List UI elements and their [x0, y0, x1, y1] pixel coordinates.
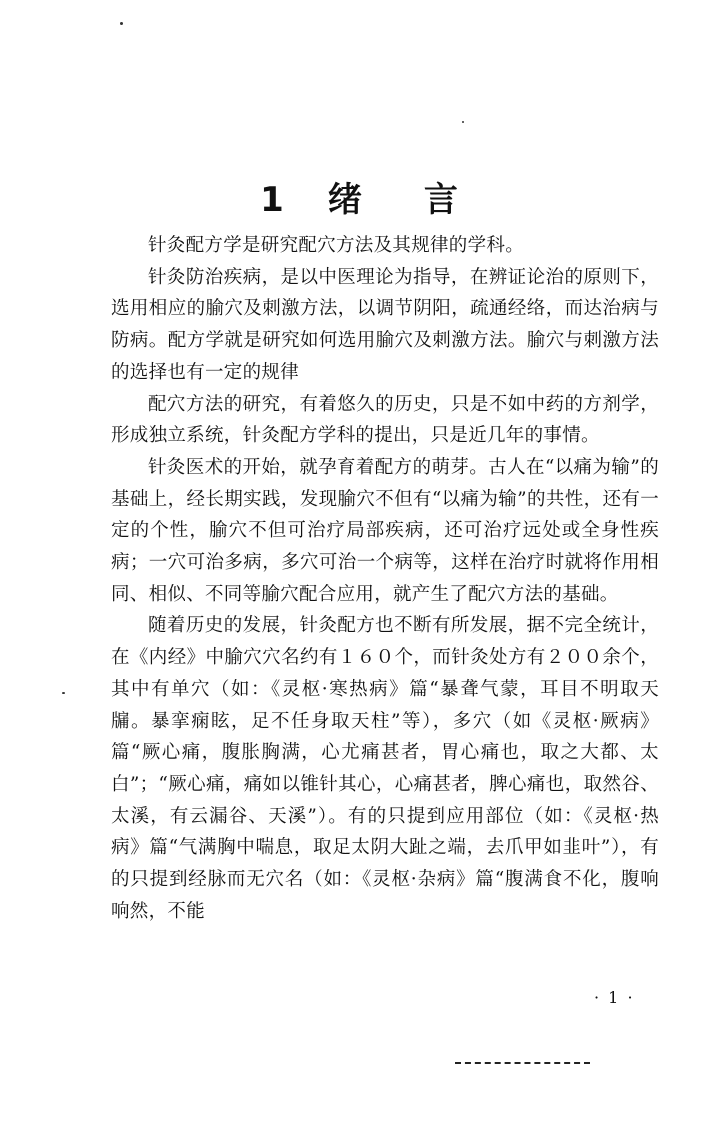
scan-speck: [120, 22, 123, 25]
paragraph: 配穴方法的研究，有着悠久的历史，只是不如中药的方剂学，形成独立系统，针灸配方学科的提出，只是近几年的事情。: [111, 393, 659, 447]
chapter-title-char-2: 言: [423, 180, 458, 220]
page-number: · 1 ·: [594, 988, 635, 1007]
chapter-title-char-1: 绪: [327, 180, 362, 220]
paragraph: 针灸配方学是研究配穴方法及其规律的学科。: [148, 235, 525, 256]
chapter-number: 1: [260, 180, 284, 220]
scan-speck: [462, 121, 464, 123]
body-text: [111, 230, 659, 927]
scan-speck: [62, 692, 65, 694]
paragraph: 针灸防治疾病，是以中医理论为指导，在辨证论治的原则下，选用相应的腧穴及刺激方法，以调节阴阳，疏通经络，而达治病与防病。配方学就是研究如何选用腧穴及刺激方法。腧穴与刺激方法的选择也有一定的规律: [111, 266, 659, 383]
footer-rule: [455, 1062, 590, 1064]
chapter-heading: [0, 172, 718, 221]
paragraph: 针灸医术的开始，就孕育着配方的萌芽。古人在“以痛为输”的基础上，经长期实践，发现腧穴不但有“以痛为输”的共性，还有一定的个性，腧穴不但可治疗局部疾病，还可治疗远处或全身性疾病；一穴可治多病，多穴可治一个病等，这样在治疗时就将作用相同、相似、不同等腧穴配合应用，就产生了配穴方法的基础。: [111, 456, 659, 605]
paragraph: 随着历史的发展，针灸配方也不断有所发展，据不完全统计，在《内经》中腧穴穴名约有１６０个，而针灸处方有２００余个，其中有单穴（如：《灵枢·寒热病》篇“暴聋气蒙，耳目不明取天牖。暴挛痫眩，足不任身取天柱”等），多穴（如《灵枢·厥病》篇“厥心痛，腹胀胸满，心尤痛甚者，胃心痛也，取之大都、太白”；“厥心痛，痛如以锥针其心，心痛甚者，脾心痛也，取然谷、太溪，有云漏谷、天溪”）。有的只提到应用部位（如：《灵枢·热病》篇“气满胸中喘息，取足太阴大趾之端，去爪甲如韭叶”），有的只提到经脉而无穴名（如：《灵枢·杂病》篇“腹满食不化，腹响响然，不能: [111, 615, 659, 922]
